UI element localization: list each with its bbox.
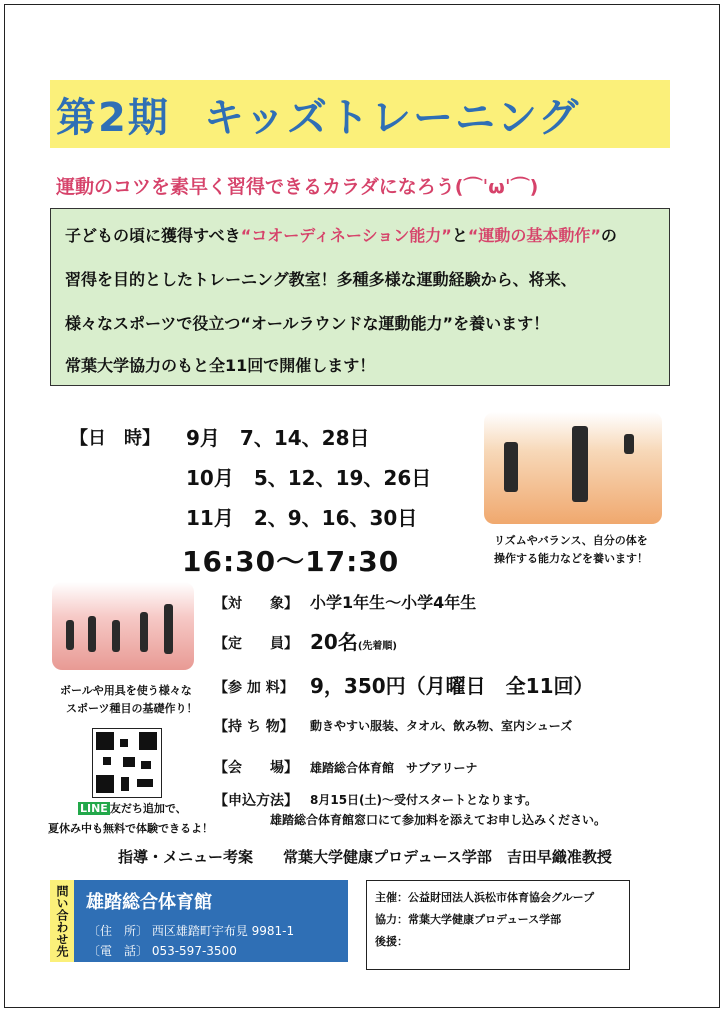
venue-label: 【会 場】 <box>214 760 298 776</box>
organizer-box <box>366 880 630 970</box>
venue-value: 雄踏総合体育館 サブアリーナ <box>310 761 478 775</box>
subtitle: 運動のコツを素早く習得できるカラダになろう(⌒ˈωˈ⌒) <box>56 176 539 198</box>
apply-value: 8月15日(土)～受付スタートとなります。 <box>310 793 538 807</box>
instructor-row <box>118 846 612 867</box>
photo1-caption-2: 操作する能力などを養います！ <box>494 552 648 565</box>
target-value: 小学1年生～小学4年生 <box>310 593 477 612</box>
apply-value-2: 雄踏総合体育館窓口にて参加料を添えてお申し込みください。 <box>270 813 607 827</box>
line-badge: LINE <box>80 802 108 815</box>
photo-training-2 <box>52 582 194 670</box>
page-title <box>56 86 580 143</box>
photo-training-1 <box>484 412 662 524</box>
photo2-caption-1: ボールや用具を使う様々な <box>60 684 192 697</box>
line-add-note: LINE 友だち追加で、 <box>80 802 187 815</box>
title-term: 第2期 <box>56 95 170 141</box>
fee-value: 9，350円（月曜日 全11回） <box>310 674 594 698</box>
coordination-term: “コオーディネーション能力” <box>240 226 452 245</box>
intro-box <box>50 208 670 386</box>
instructor-value: 常葉大学健康プロデュース学部 吉田早織准教授 <box>283 848 612 866</box>
intro-line-3: 様々なスポーツで役立つ“オールラウンドな運動能力”を養います！ <box>65 314 550 333</box>
intro-line-2: 習得を目的としたトレーニング教室！多種多様な運動経験から、将来、 <box>65 270 577 289</box>
organizer-support: 後援： <box>375 935 408 948</box>
apply-label: 【申込方法】 <box>214 793 298 809</box>
title-main: キッズトレーニング <box>203 95 581 141</box>
basic-movement-term: “運動の基本動作” <box>467 226 601 245</box>
schedule-label: 【日 時】 <box>70 428 160 449</box>
schedule-time: 16:30～17:30 <box>182 545 400 578</box>
line-qr-code[interactable] <box>92 728 162 798</box>
organizer-host: 主催：公益財団法人浜松市体育協会グループ <box>375 891 595 904</box>
line-add-note-2: 夏休み中も無料で体験できるよ！ <box>48 822 213 835</box>
schedule-sep: 9月 7、14、28日 <box>186 426 370 450</box>
target-label: 【対 象】 <box>214 596 298 612</box>
contact-phone[interactable]: 〔電 話〕 053-597-3500 <box>88 944 237 958</box>
intro-line-4: 常葉大学協力のもと全11回で開催します！ <box>65 356 376 375</box>
instructor-label: 指導・メニュー考案 <box>118 848 254 866</box>
contact-address: 〔住 所〕 西区雄踏町宇布見 9981-1 <box>88 924 295 938</box>
schedule-nov: 11月 2、9、16、30日 <box>186 506 418 530</box>
photo1-caption-1: リズムやバランス、自分の体を <box>494 534 648 547</box>
capacity-label: 【定 員】 <box>214 636 298 652</box>
bring-label: 【持 ち 物】 <box>214 719 294 735</box>
schedule-oct: 10月 5、12、19、26日 <box>186 466 432 490</box>
photo2-caption-2: スポーツ種目の基礎作り！ <box>66 702 198 715</box>
contact-name: 雄踏総合体育館 <box>86 892 212 913</box>
fee-label: 【参 加 料】 <box>214 680 294 696</box>
contact-tag: 問い合わせ先 <box>50 880 74 962</box>
intro-line-1: 子どもの頃に獲得すべき“コオーディネーション能力”と“運動の基本動作”の <box>65 226 617 245</box>
organizer-coop: 協力：常葉大学健康プロデュース学部 <box>375 913 562 926</box>
capacity-value: 20名(先着順) <box>310 630 397 654</box>
capacity-note: (先着順) <box>357 641 397 652</box>
bring-value: 動きやすい服装、タオル、飲み物、室内シューズ <box>310 719 573 733</box>
